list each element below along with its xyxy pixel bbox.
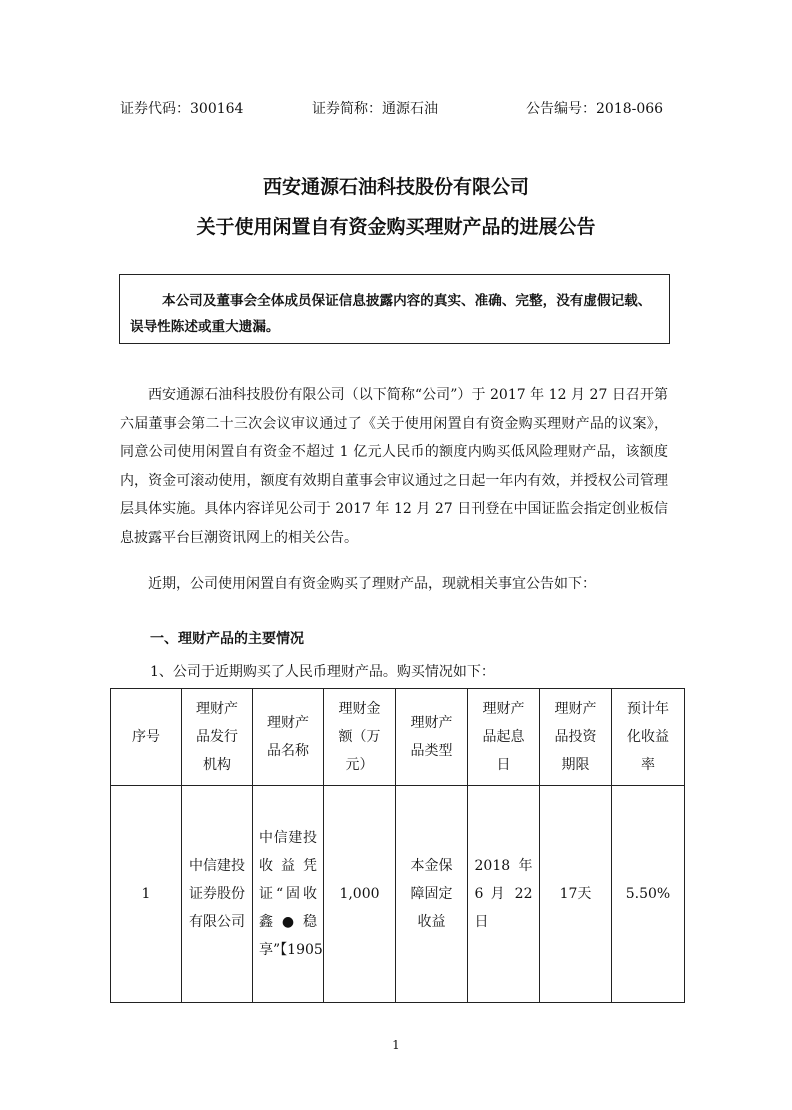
section-heading: 一、理财产品的主要情况 (150, 631, 304, 647)
table-row (111, 786, 685, 1003)
notice-text: 本公司及董事会全体成员保证信息披露内容的真实、准确、完整，没有虚假记载、误导性陈述或重大遗漏。 (130, 293, 652, 335)
cell-type: 本金保障固定收益 (396, 786, 468, 1003)
cell-name: 中信建投收益凭证“固收鑫●稳享”【1905 (253, 786, 324, 1003)
cell-start: 2018 年 6 月 22 日 (468, 786, 540, 1003)
cell-yield: 5.50% (612, 786, 685, 1003)
body-paragraph-2: 近期，公司使用闲置自有资金购买了理财产品，现就相关事宜公告如下： (148, 576, 596, 592)
header-notice-number: 公告编号：2018-066 (526, 101, 664, 117)
announcement-title: 关于使用闲置自有资金购买理财产品的进展公告 (196, 216, 596, 238)
cell-no: 1 (111, 786, 182, 1003)
header-code: 证券代码：300164 (120, 101, 244, 117)
table-header-row (111, 689, 685, 786)
product-table (110, 688, 685, 1003)
cell-amount: 1,000 (324, 786, 396, 1003)
col-header-term: 理财产品投资期限 (540, 689, 612, 786)
notice-box (119, 274, 670, 344)
col-header-no: 序号 (111, 689, 182, 786)
col-header-yield: 预计年化收益率 (612, 689, 685, 786)
page-number: 1 (392, 1038, 400, 1052)
col-header-start: 理财产品起息日 (468, 689, 540, 786)
header-short-name: 证券简称：通源石油 (312, 101, 438, 117)
company-title: 西安通源石油科技股份有限公司 (262, 176, 529, 198)
cell-term: 17天 (540, 786, 612, 1003)
col-header-type: 理财产品类型 (396, 689, 468, 786)
body-paragraph-1: 西安通源石油科技股份有限公司（以下简称“公司”）于 2017 年 12 月 27 日召开第六届董事会第二十三次会议审议通过了《关于使用闲置自有资金购买理财产品的议案》，同意公司使用闲置自有资金不超过 1 亿元人民币的额度内购买低风险理财产品，该额度内，资金可滚动使用，额度有效期自董事会审议通过之日起一年内有效，并授权公司管理层具体实施。具体内容详见公司于 2017 年 12 月 27 日刊登在中国证监会指定创业板信息披露平台巨潮资讯网上的相关公告。 (120, 387, 668, 546)
col-header-amount: 理财金额（万元） (324, 689, 396, 786)
section-subheading: 1、公司于近期购买了人民币理财产品。购买情况如下： (150, 664, 495, 680)
col-header-name: 理财产品名称 (253, 689, 324, 786)
col-header-issuer: 理财产品发行机构 (182, 689, 253, 786)
cell-issuer: 中信建投证券股份有限公司 (182, 786, 253, 1003)
